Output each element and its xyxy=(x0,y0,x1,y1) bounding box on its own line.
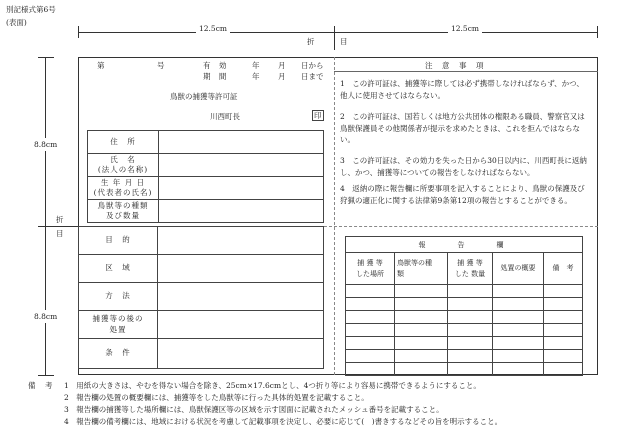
row-post-capture xyxy=(79,311,324,339)
note-item-1: 1 この許可証は、捕獲等に際しては必ず携帯しなければならず、かつ、他人に使用させてはならない。 xyxy=(340,79,584,100)
row-method xyxy=(79,283,324,311)
report-cell[interactable] xyxy=(448,363,493,376)
label-area: 区 域 xyxy=(79,255,158,283)
permit-details-table xyxy=(78,226,324,369)
hdim-tick-bottom xyxy=(38,375,54,376)
report-cell[interactable] xyxy=(544,363,583,376)
row-purpose xyxy=(79,227,324,255)
applicant-info-table xyxy=(87,130,324,223)
report-cell[interactable] xyxy=(346,285,395,298)
dim-tick-left xyxy=(78,26,79,38)
row-area xyxy=(79,255,324,283)
row-conditions xyxy=(79,339,324,369)
report-row xyxy=(346,324,583,337)
seal-mark: 印 xyxy=(314,111,322,120)
valid-to-month: 月 xyxy=(278,72,286,81)
label-address: 住 所 xyxy=(88,131,159,154)
report-cell[interactable] xyxy=(493,337,544,350)
col-capture-count: 捕 獲 等 した 数量 xyxy=(448,253,493,285)
report-cell[interactable] xyxy=(395,363,448,376)
permit-number-suffix: 号 xyxy=(157,61,165,70)
permit-number-prefix: 第 xyxy=(97,61,105,70)
report-title: 報 告 欄 xyxy=(346,237,583,253)
report-cell[interactable] xyxy=(493,285,544,298)
field-conditions[interactable] xyxy=(158,339,324,369)
valid-from-day: 日から xyxy=(301,61,324,70)
row-species xyxy=(88,200,324,223)
hdim-tick-mid xyxy=(38,226,78,227)
label-purpose: 目 的 xyxy=(79,227,158,255)
label-method: 方 法 xyxy=(79,283,158,311)
note-item-4: 4 返納の際に報告欄に所要事項を記入することにより、鳥獣の保護及び狩猟の適正化に関する法律第9条第12項の報告とすることができる。 xyxy=(340,184,585,205)
report-cell[interactable] xyxy=(346,311,395,324)
field-purpose[interactable] xyxy=(158,227,324,255)
hdim-tick-top xyxy=(38,57,54,58)
height-top-label: 8.8cm xyxy=(34,140,58,149)
notes-title: 注 意 事 項 xyxy=(425,61,485,70)
report-cell[interactable] xyxy=(346,350,395,363)
width-dimension-line xyxy=(78,32,598,33)
valid-from-month: 月 xyxy=(278,61,286,70)
width-right-label: 12.5cm xyxy=(448,24,482,33)
notes-title-underline xyxy=(334,71,598,72)
dim-tick-right xyxy=(597,26,598,38)
validity-label-2: 期 間 xyxy=(203,72,230,81)
report-row xyxy=(346,337,583,350)
report-cell[interactable] xyxy=(346,363,395,376)
report-cell[interactable] xyxy=(448,298,493,311)
report-cell[interactable] xyxy=(544,285,583,298)
report-cell[interactable] xyxy=(395,311,448,324)
report-cell[interactable] xyxy=(493,324,544,337)
remark-item-4: 4 報告欄の備考欄には、地域における状況を考慮して記載事項を決定し、必要に応じて( )書きするなどその旨を明示すること。 xyxy=(64,417,503,426)
report-cell[interactable] xyxy=(544,298,583,311)
fold-label: 折 xyxy=(307,37,315,46)
report-cell[interactable] xyxy=(346,324,395,337)
report-body xyxy=(346,285,583,376)
fold-label-2: 目 xyxy=(340,37,348,46)
height-bottom-label: 8.8cm xyxy=(34,312,58,321)
report-cell[interactable] xyxy=(493,350,544,363)
report-title-row xyxy=(346,237,583,253)
height-dimension-line xyxy=(45,57,46,375)
valid-to-day: 日まで xyxy=(301,72,324,81)
permit-title: 鳥獣の捕獲等許可証 xyxy=(170,92,238,101)
field-method[interactable] xyxy=(158,283,324,311)
side-label: (表面) xyxy=(6,18,27,27)
valid-to-year: 年 xyxy=(252,72,260,81)
report-cell[interactable] xyxy=(346,298,395,311)
report-cell[interactable] xyxy=(493,298,544,311)
report-row xyxy=(346,363,583,376)
report-cell[interactable] xyxy=(493,363,544,376)
report-cell[interactable] xyxy=(395,324,448,337)
report-cell[interactable] xyxy=(346,337,395,350)
validity-label-1: 有 効 xyxy=(203,61,230,70)
field-post-capture[interactable] xyxy=(158,311,324,339)
form-number: 別記様式第6号 xyxy=(6,5,56,14)
report-cell[interactable] xyxy=(448,285,493,298)
report-cell[interactable] xyxy=(448,324,493,337)
report-row xyxy=(346,350,583,363)
dim-tick-center xyxy=(334,26,335,50)
col-remarks: 備 考 xyxy=(544,253,583,285)
col-capture-place: 捕 獲 等 した場所 xyxy=(346,253,395,285)
remark-item-3: 3 報告欄の捕獲等した場所欄には、鳥獣保護区等の区域を示す図面に記載されたメッシュ番号を記載すること。 xyxy=(64,405,444,414)
left-fold-label-2: 目 xyxy=(56,229,64,238)
col-disposal-summary: 処置の概要 xyxy=(493,253,544,285)
field-area[interactable] xyxy=(158,255,324,283)
report-row xyxy=(346,311,583,324)
field-name[interactable] xyxy=(159,154,324,177)
field-address[interactable] xyxy=(159,131,324,154)
report-cell[interactable] xyxy=(395,350,448,363)
field-species[interactable] xyxy=(159,200,324,223)
report-cell[interactable] xyxy=(544,311,583,324)
note-item-2: 2 この許可証は、国若しくは地方公共団体の権限ある職員、警察官又は鳥獣保護員その他関係者が提示を求めたときは、これを拒んではならない。 xyxy=(340,112,585,145)
report-row xyxy=(346,285,583,298)
vertical-fold-line xyxy=(334,57,335,375)
remarks-label: 備 考 xyxy=(28,381,54,390)
remark-item-2: 2 報告欄の処置の概要欄には、捕獲等をした鳥獣等に行った具体的処置を記載すること。 xyxy=(64,393,369,402)
valid-from-year: 年 xyxy=(252,61,260,70)
note-item-3: 3 この許可証は、その効力を失った日から30日以内に、川西町長に返納し、かつ、捕獲等についての報告をしなければならない。 xyxy=(340,156,587,177)
row-address xyxy=(88,131,324,154)
row-birthdate xyxy=(88,177,324,200)
label-birthdate: 生 年 月 日 (代表者の氏名) xyxy=(88,177,159,200)
report-cell[interactable] xyxy=(448,350,493,363)
report-header-row xyxy=(346,253,583,285)
report-cell[interactable] xyxy=(544,324,583,337)
label-post-capture: 捕獲等の後の 処置 xyxy=(79,311,158,339)
report-cell[interactable] xyxy=(395,298,448,311)
label-conditions: 条 件 xyxy=(79,339,158,369)
report-row xyxy=(346,298,583,311)
width-left-label: 12.5cm xyxy=(196,24,230,33)
label-name: 氏 名 (法人の名称) xyxy=(88,154,159,177)
report-cell[interactable] xyxy=(448,311,493,324)
report-cell[interactable] xyxy=(544,350,583,363)
report-cell[interactable] xyxy=(544,337,583,350)
issuer-name: 川西町長 xyxy=(210,112,240,121)
report-cell[interactable] xyxy=(395,337,448,350)
report-cell[interactable] xyxy=(493,311,544,324)
label-species: 鳥獣等の種類 及び数量 xyxy=(88,200,159,223)
left-fold-label: 折 xyxy=(56,215,64,224)
report-table xyxy=(345,236,583,376)
field-birthdate[interactable] xyxy=(159,177,324,200)
remark-item-1: 1 用紙の大きさは、やむを得ない場合を除き、25cm×17.6cmとし、4つ折り等により容易に携帯できるようにすること。 xyxy=(64,381,481,390)
report-cell[interactable] xyxy=(395,285,448,298)
col-species: 鳥獣等の種 類 xyxy=(395,253,448,285)
report-cell[interactable] xyxy=(448,337,493,350)
row-name xyxy=(88,154,324,177)
